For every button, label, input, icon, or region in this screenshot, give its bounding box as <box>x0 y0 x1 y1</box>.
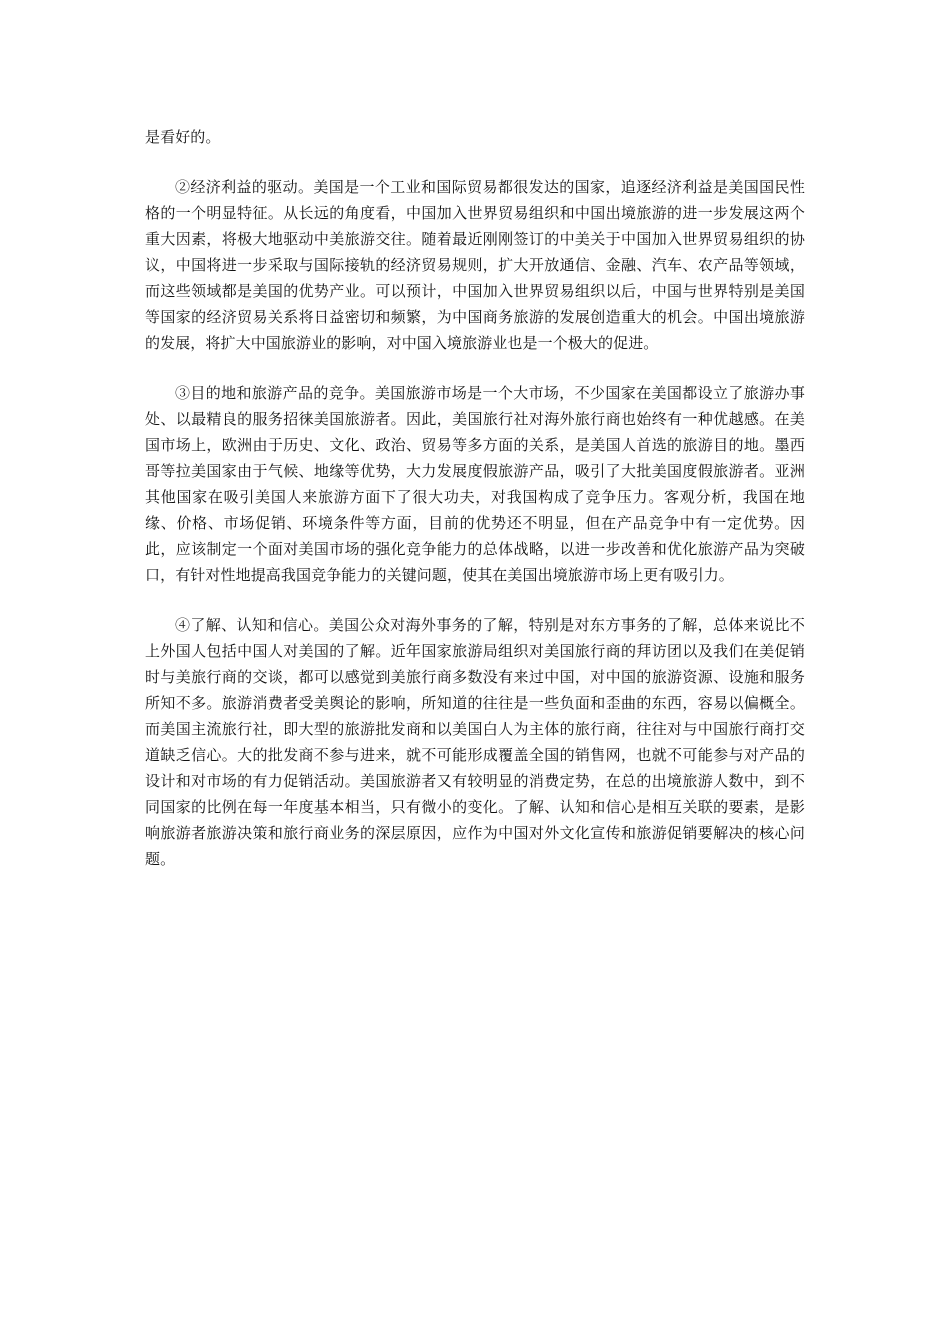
paragraph-destination-competition: ③目的地和旅游产品的竞争。美国旅游市场是一个大市场，不少国家在美国都设立了旅游办事处、以最精良的服务招徕美国旅游者。因此，美国旅行社对海外旅行商也始终有一种优越感。在美国市场上，欧洲由于历史、文化、政治、贸易等多方面的关系，是美国人首选的旅游目的地。墨西哥等拉美国家由于气候、地缘等优势，大力发展度假旅游产品，吸引了大批美国度假旅游者。亚洲其他国家在吸引美国人来旅游方面下了很大功夫，对我国构成了竞争压力。客观分析，我国在地缘、价格、市场促销、环境条件等方面，目前的优势还不明显，但在产品竞争中有一定优势。因此，应该制定一个面对美国市场的强化竞争能力的总体战略，以进一步改善和优化旅游产品为突破口，有针对性地提高我国竞争能力的关键问题，使其在美国出境旅游市场上更有吸引力。 <box>145 384 805 584</box>
document-body <box>145 124 805 872</box>
paragraph-economic-interest: ②经济利益的驱动。美国是一个工业和国际贸易都很发达的国家，追逐经济利益是美国国民性格的一个明显特征。从长远的角度看，中国加入世界贸易组织和中国出境旅游的进一步发展这两个重大因素，将极大地驱动中美旅游交往。随着最近刚刚签订的中美关于中国加入世界贸易组织的协议，中国将进一步采取与国际接轨的经济贸易规则，扩大开放通信、金融、汽车、农产品等领域，而这些领域都是美国的优势产业。可以预计，中国加入世界贸易组织以后，中国与世界特别是美国等国家的经济贸易关系将日益密切和频繁，为中国商务旅游的发展创造重大的机会。中国出境旅游的发展，将扩大中国旅游业的影响，对中国入境旅游业也是一个极大的促进。 <box>145 178 805 352</box>
paragraph-gap <box>145 150 805 174</box>
paragraph-continuation: 是看好的。 <box>145 128 221 146</box>
paragraph-gap <box>145 356 805 380</box>
paragraph-gap <box>145 588 805 612</box>
paragraph-understanding-confidence: ④了解、认知和信心。美国公众对海外事务的了解，特别是对东方事务的了解，总体来说比不上外国人包括中国人对美国的了解。近年国家旅游局组织对美国旅行商的拜访团以及我们在美促销时与美旅行商的交谈，都可以感觉到美旅行商多数没有来过中国，对中国的旅游资源、设施和服务所知不多。旅游消费者受美舆论的影响，所知道的往往是一些负面和歪曲的东西，容易以偏概全。而美国主流旅行社，即大型的旅游批发商和以美国白人为主体的旅行商，往往对与中国旅行商打交道缺乏信心。大的批发商不参与进来，就不可能形成覆盖全国的销售网，也就不可能参与对产品的设计和对市场的有力促销活动。美国旅游者又有较明显的消费定势，在总的出境旅游人数中，到不同国家的比例在每一年度基本相当，只有微小的变化。了解、认知和信心是相互关联的要素，是影响旅游者旅游决策和旅行商业务的深层原因，应作为中国对外文化宣传和旅游促销要解决的核心问题。 <box>145 616 805 868</box>
